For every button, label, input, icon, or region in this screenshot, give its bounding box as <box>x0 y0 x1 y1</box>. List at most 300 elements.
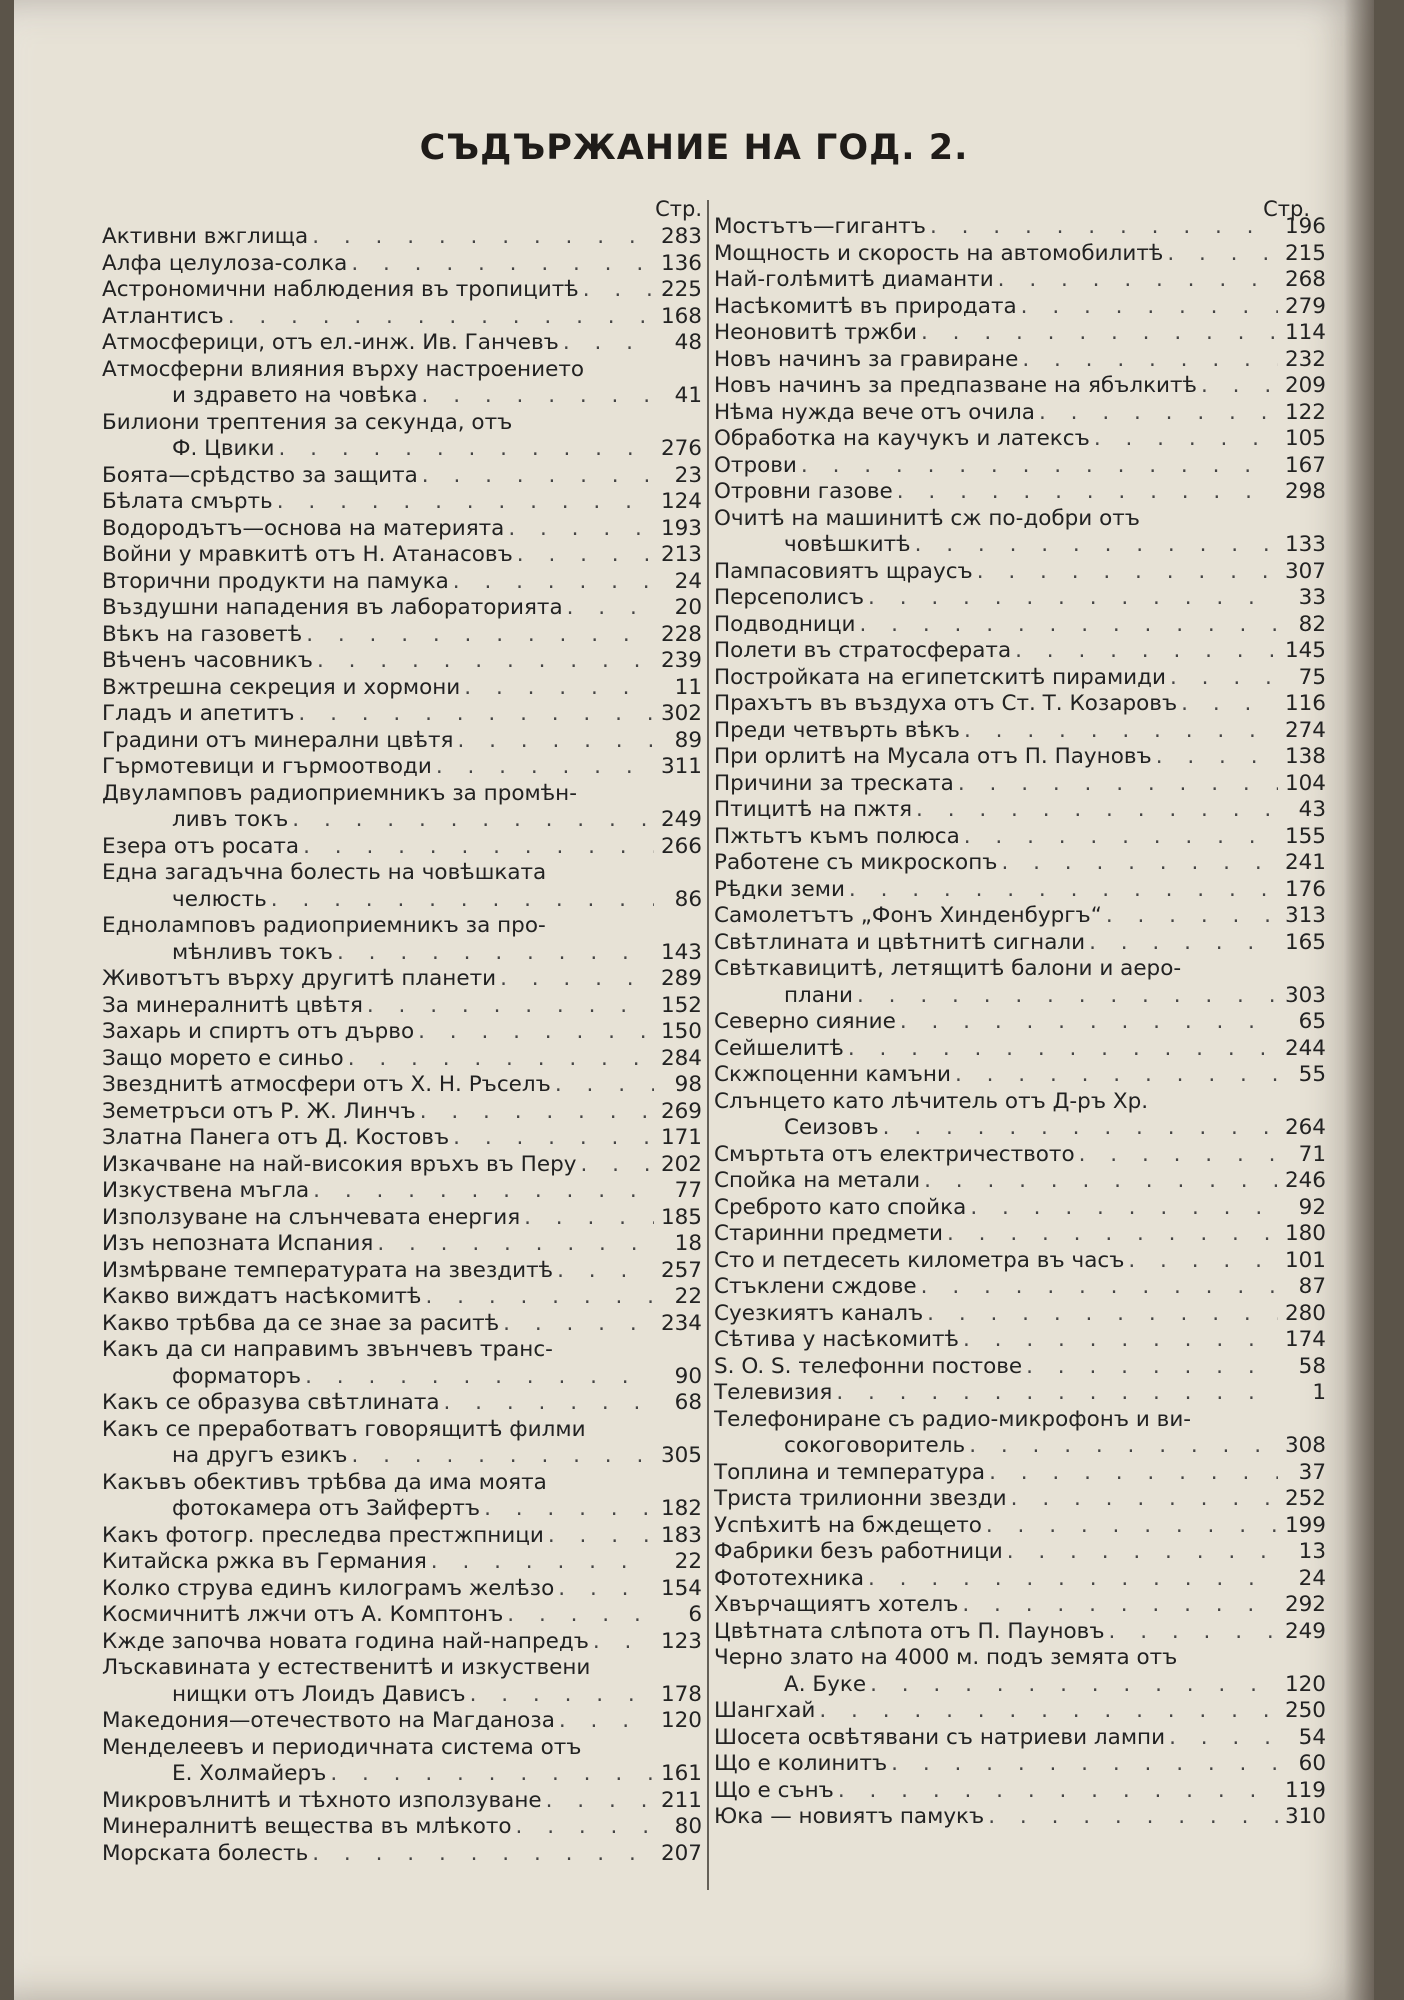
entry-title-continuation: плани <box>784 982 854 1008</box>
entry-title: Билиони трептения за секунда, отъ <box>102 409 513 435</box>
entry-title-continuation: Ф. Цвики <box>172 436 275 461</box>
toc-entry <box>714 1195 1334 1222</box>
entry-page-number: 22 <box>674 1284 702 1309</box>
entry-page-number: 168 <box>660 303 702 329</box>
leader-dots <box>947 1221 1278 1248</box>
entry-title: Какъ се образува свѣтлината <box>102 1390 440 1415</box>
leader-dots <box>1156 744 1278 771</box>
entry-title: Свѣтлината и цвѣтнитѣ сигнали <box>714 929 1086 955</box>
leader-dots <box>500 966 654 993</box>
entry-title: Какъ да си направимъ звънчевъ транс- <box>102 1337 553 1362</box>
entry-title: Прахътъ въ въздуха отъ Ст. Т. Козаровъ <box>714 691 1178 716</box>
toc-entry <box>102 622 702 649</box>
entry-title: Юка — новиятъ памукъ <box>714 1804 985 1829</box>
leader-dots <box>348 1046 654 1073</box>
entry-page-number: 215 <box>1284 240 1326 266</box>
entry-title-continuation: Сеизовъ <box>784 1115 879 1140</box>
entry-title: Среброто като спойка <box>714 1194 967 1220</box>
leader-dots <box>1022 347 1278 374</box>
toc-entry <box>714 1354 1334 1381</box>
leader-dots <box>955 1062 1278 1089</box>
entry-page-number: 98 <box>674 1072 702 1097</box>
entry-page-number: 48 <box>674 330 702 355</box>
entry-title: Най-голѣмитѣ диаманти <box>714 267 994 292</box>
entry-page-number: 13 <box>1298 1539 1326 1564</box>
entry-page-number: 174 <box>1284 1327 1326 1352</box>
toc-entry <box>102 463 702 490</box>
entry-page-number: 86 <box>674 886 702 912</box>
entry-title: Какво трѣбва да се знае за раситѣ <box>102 1310 500 1336</box>
toc-entry <box>102 993 702 1020</box>
entry-title: Що е сънъ <box>714 1777 834 1803</box>
leader-dots <box>838 1778 1278 1805</box>
entry-title: Рѣдки земи <box>714 876 845 902</box>
entry-title: Бѣлата смърть <box>102 489 273 514</box>
leader-dots <box>1007 1539 1278 1566</box>
leader-dots <box>924 1168 1278 1195</box>
toc-entry <box>714 930 1334 957</box>
leader-dots <box>312 224 654 251</box>
toc-entry <box>714 373 1334 400</box>
leader-dots <box>317 648 654 675</box>
entry-title: Новъ начинъ за предпазване на ябълкитѣ <box>714 373 1197 398</box>
toc-entry <box>714 506 1334 559</box>
entry-title: Полети въ стратосферата <box>714 638 1012 663</box>
entry-page-number: 87 <box>1298 1274 1326 1299</box>
entry-page-number: 120 <box>1284 1671 1326 1697</box>
entry-title: Какво виждатъ насѣкомитѣ <box>102 1284 422 1309</box>
toc-entry <box>714 1036 1334 1063</box>
entry-page-number: 71 <box>1298 1141 1326 1167</box>
leader-dots <box>517 542 654 569</box>
toc-entry <box>102 224 702 251</box>
entry-title-continuation: фотокамера отъ Зайфертъ <box>172 1496 481 1521</box>
entry-title: Фабрики безъ работници <box>714 1539 1003 1564</box>
leader-dots <box>988 1804 1278 1831</box>
entry-title: Измѣрване температурата на звездитѣ <box>102 1257 554 1283</box>
leader-dots <box>962 1592 1278 1619</box>
leader-dots <box>860 612 1278 639</box>
leader-dots <box>989 1460 1278 1487</box>
leader-dots <box>897 479 1278 506</box>
toc-entry <box>714 1062 1334 1089</box>
entry-page-number: 284 <box>660 1045 702 1071</box>
entry-title: Преди четвърть вѣкъ <box>714 717 961 743</box>
entry-title: Мощность и скорость на автомобилитѣ <box>714 240 1164 266</box>
toc-entry <box>714 1751 1334 1778</box>
entry-page-number: 138 <box>1284 744 1326 769</box>
toc-entry <box>102 489 702 516</box>
entry-page-number: 43 <box>1298 797 1326 822</box>
toc-entry <box>102 1602 702 1629</box>
entry-title: Вѣченъ часовникъ <box>102 648 313 673</box>
entry-page-number: 155 <box>1284 823 1326 849</box>
entry-title: Микровълнитѣ и тѣхното използуване <box>102 1787 542 1813</box>
entry-title: Захарь и спиртъ отъ дърво <box>102 1019 415 1044</box>
entry-title: Телевизия <box>714 1380 833 1405</box>
entry-page-number: 280 <box>1284 1300 1326 1326</box>
toc-entry <box>102 1549 702 1576</box>
leader-dots <box>1109 1619 1278 1646</box>
entry-page-number: 249 <box>660 807 702 832</box>
entry-title: Китайска ржка въ Германия <box>102 1549 427 1574</box>
leader-dots <box>1181 691 1278 718</box>
leader-dots <box>367 993 654 1020</box>
entry-title: Менделеевъ и периодичната система отъ <box>102 1734 582 1760</box>
entry-title: Вжтрешна секреция и хормони <box>102 674 461 700</box>
entry-page-number: 252 <box>1284 1486 1326 1511</box>
leader-dots <box>1128 1248 1278 1275</box>
leader-dots <box>305 1364 654 1391</box>
leader-dots <box>548 1523 654 1550</box>
entry-title: Сейшелитѣ <box>714 1035 844 1061</box>
toc-entry <box>102 1629 702 1656</box>
leader-dots <box>1201 373 1278 400</box>
toc-entry <box>102 1576 702 1603</box>
toc-entry <box>102 1019 702 1046</box>
toc-entry <box>714 1804 1334 1831</box>
entry-title: Атмосферици, отъ ел.-инж. Ив. Ганчевъ <box>102 330 559 355</box>
entry-title: Смъртьта отъ електричеството <box>714 1141 1075 1167</box>
entry-title: Насѣкомитѣ въ природата <box>714 293 1017 319</box>
toc-entry <box>714 718 1334 745</box>
leader-dots <box>436 754 654 781</box>
toc-entry <box>714 347 1334 374</box>
leader-dots <box>1001 850 1278 877</box>
entry-page-number: 24 <box>1298 1565 1326 1591</box>
toc-entry <box>714 1142 1334 1169</box>
entry-title: Сѣтива у насѣкомитѣ <box>714 1327 959 1352</box>
toc-entry <box>102 728 702 755</box>
entry-page-number: 92 <box>1298 1194 1326 1220</box>
entry-page-number: 225 <box>660 277 702 302</box>
toc-entry <box>714 956 1334 1009</box>
entry-title: Неоновитѣ тржби <box>714 320 917 345</box>
leader-dots <box>916 797 1278 824</box>
entry-page-number: 123 <box>660 1628 702 1654</box>
toc-entry <box>102 251 702 278</box>
entry-page-number: 239 <box>660 648 702 673</box>
toc-entry <box>102 1708 702 1735</box>
entry-title: Минералнитѣ вещества въ млѣкото <box>102 1814 512 1839</box>
toc-entry <box>102 966 702 993</box>
toc-entry <box>102 595 702 622</box>
entry-page-number: 199 <box>1284 1512 1326 1538</box>
leader-dots <box>567 595 654 622</box>
entry-title: Подводници <box>714 611 856 637</box>
entry-title: Топлина и температура <box>714 1459 986 1485</box>
leader-dots <box>870 1672 1278 1699</box>
toc-entry <box>102 1311 702 1338</box>
entry-page-number: 246 <box>1284 1168 1326 1193</box>
entry-title: Самолетътъ „Фонъ Хинденбургъ“ <box>714 903 1102 928</box>
entry-title: Шосета освѣтявани съ натриеви лампи <box>714 1724 1166 1750</box>
leader-dots <box>337 940 654 967</box>
toc-entry <box>714 877 1334 904</box>
toc-entry <box>714 1619 1334 1646</box>
leader-dots <box>426 1284 655 1311</box>
toc-entry <box>714 824 1334 851</box>
leader-dots <box>970 1195 1278 1222</box>
page-column-header-right: Стр. <box>1263 197 1310 221</box>
entry-title: Птицитѣ на пжтя <box>714 797 913 822</box>
entry-title: Обработка на каучукъ и латексъ <box>714 426 1090 451</box>
entry-page-number: 207 <box>660 1840 702 1866</box>
toc-entry <box>102 1125 702 1152</box>
leader-dots <box>1094 426 1278 453</box>
left-column <box>102 194 702 1867</box>
toc-entry <box>102 1841 702 1868</box>
leader-dots <box>977 559 1278 586</box>
toc-entry <box>102 569 702 596</box>
leader-dots <box>422 463 654 490</box>
entry-page-number: 58 <box>1298 1353 1326 1379</box>
leader-dots <box>583 277 654 304</box>
toc-entry <box>102 1788 702 1815</box>
entry-title: Гладъ и апетитъ <box>102 701 295 726</box>
leader-dots <box>464 675 654 702</box>
toc-entry <box>102 1655 702 1708</box>
entry-title: Работене съ микроскопъ <box>714 850 998 875</box>
entry-title: Що е колинитъ <box>714 1751 888 1776</box>
toc-entry <box>714 1248 1334 1275</box>
entry-page-number: 171 <box>660 1125 702 1150</box>
entry-title: Причини за треската <box>714 770 954 796</box>
leader-dots <box>836 1380 1278 1407</box>
leader-dots <box>857 983 1278 1010</box>
entry-title: Успѣхитѣ на бждещето <box>714 1512 982 1538</box>
toc-entry <box>714 691 1334 718</box>
toc-entry <box>714 426 1334 453</box>
entry-page-number: 104 <box>1284 770 1326 796</box>
leader-dots <box>868 1566 1278 1593</box>
entry-title: Животътъ върху другитѣ планети <box>102 966 497 991</box>
entry-title: Мостътъ—гигантъ <box>714 214 926 239</box>
toc-entry <box>714 1698 1334 1725</box>
toc-entry <box>714 850 1334 877</box>
entry-page-number: 269 <box>660 1098 702 1124</box>
leader-dots <box>546 1788 654 1815</box>
toc-entry <box>102 1231 702 1258</box>
entry-title: Свѣткавицитѣ, летящитѣ балони и аеро- <box>714 956 1182 981</box>
leader-dots <box>559 1708 654 1735</box>
entry-page-number: 310 <box>1284 1804 1326 1829</box>
entry-page-number: 18 <box>674 1231 702 1256</box>
leader-dots <box>1089 930 1278 957</box>
entry-title: Фототехника <box>714 1565 865 1591</box>
leader-dots <box>516 1814 654 1841</box>
leader-dots <box>969 1433 1278 1460</box>
entry-title: Гърмотевици и гърмоотводи <box>102 754 432 779</box>
entry-title: Македония—отечеството на Магданоза <box>102 1708 555 1733</box>
entry-page-number: 213 <box>660 542 702 567</box>
entry-page-number: 266 <box>660 833 702 859</box>
entry-title: Изкачване на най-високия връхъ въ Перу <box>102 1151 577 1177</box>
entry-title: Северно сияние <box>714 1009 896 1034</box>
column-divider <box>707 200 709 1890</box>
entry-page-number: 193 <box>660 515 702 541</box>
entry-title: Войни у мравкитѣ отъ Н. Атанасовъ <box>102 542 513 567</box>
page-title: СЪДЪРЖАНИЕ НА ГОД. 2. <box>419 128 969 168</box>
entry-page-number: 152 <box>660 992 702 1018</box>
toc-entry <box>714 453 1334 480</box>
leader-dots <box>503 1311 654 1338</box>
toc-entry <box>714 1301 1334 1328</box>
toc-entry <box>102 1099 702 1126</box>
leader-dots <box>1079 1142 1278 1169</box>
toc-entry <box>714 1407 1334 1460</box>
leader-dots <box>819 1698 1278 1725</box>
entry-page-number: 311 <box>660 754 702 779</box>
leader-dots <box>312 1841 654 1868</box>
leader-dots <box>1167 241 1278 268</box>
toc-entry <box>102 1735 702 1788</box>
entry-page-number: 136 <box>660 250 702 276</box>
leader-dots <box>558 1576 654 1603</box>
entry-title: Нѣма нужда вече отъ очила <box>714 399 1035 425</box>
toc-entry <box>102 1046 702 1073</box>
leader-dots <box>292 807 654 834</box>
leader-dots <box>891 1751 1278 1778</box>
leader-dots <box>849 877 1278 904</box>
leader-dots <box>915 532 1278 559</box>
toc-entry <box>714 1168 1334 1195</box>
entry-page-number: 68 <box>674 1390 702 1415</box>
entry-page-number: 298 <box>1284 479 1326 504</box>
leader-dots <box>507 1602 654 1629</box>
page-edge-shadow <box>1344 0 1374 2000</box>
leader-dots <box>298 701 654 728</box>
toc-entry <box>714 1566 1334 1593</box>
leader-dots <box>1106 903 1278 930</box>
entry-title: Градини отъ минерални цвѣтя <box>102 727 454 753</box>
entry-title: Шангхай <box>714 1698 816 1723</box>
toc-entry <box>714 1539 1334 1566</box>
entry-title: Очитѣ на машинитѣ сж по-добри отъ <box>714 505 1140 531</box>
toc-entry <box>714 214 1334 241</box>
toc-entry <box>714 267 1334 294</box>
entry-page-number: 250 <box>1284 1698 1326 1723</box>
toc-entry <box>714 1089 1334 1142</box>
entry-title: Пжтьтъ къмъ полюса <box>714 823 960 849</box>
entry-page-number: 167 <box>1284 452 1326 478</box>
entry-page-number: 60 <box>1298 1751 1326 1776</box>
entry-title: Телефониране съ радио-микрофонъ и ви- <box>714 1406 1192 1432</box>
entry-title: Водородътъ—основа на материята <box>102 515 505 541</box>
leader-dots <box>1039 400 1278 427</box>
entry-page-number: 274 <box>1284 717 1326 743</box>
leader-dots <box>444 1390 654 1417</box>
entry-page-number: 211 <box>660 1787 702 1813</box>
entry-page-number: 180 <box>1284 1221 1326 1246</box>
toc-entry <box>102 277 702 304</box>
entry-page-number: 80 <box>674 1814 702 1839</box>
entry-title: Отрови <box>714 452 797 478</box>
entry-title: Активни вжглища <box>102 224 309 249</box>
entry-title: Кжде започва новата година най-напредъ <box>102 1628 589 1654</box>
entry-title: Слънцето като лѣчитель отъ Д-ръ Хр. <box>714 1088 1149 1114</box>
toc-entry <box>102 913 702 966</box>
toc-entry <box>714 1725 1334 1752</box>
leader-dots <box>418 1019 654 1046</box>
toc-entry <box>714 638 1334 665</box>
entry-title: Вѣкъ на газоветѣ <box>102 621 303 647</box>
toc-entry <box>102 1390 702 1417</box>
entry-page-number: 302 <box>660 701 702 726</box>
toc-entry <box>102 516 702 543</box>
entry-page-number: 143 <box>660 939 702 965</box>
entry-page-number: 185 <box>660 1204 702 1230</box>
entry-title: При орлитѣ на Мусала отъ П. Пауновъ <box>714 744 1152 769</box>
entry-page-number: 178 <box>660 1681 702 1707</box>
leader-dots <box>557 1258 654 1285</box>
page-column-header: Стр. <box>655 197 702 221</box>
entry-title-continuation: А. Буке <box>784 1671 867 1697</box>
entry-title-continuation: ливъ токъ <box>172 807 289 832</box>
toc-entry <box>714 1274 1334 1301</box>
entry-page-number: 150 <box>660 1019 702 1044</box>
entry-page-number: 182 <box>660 1496 702 1521</box>
leader-dots <box>453 569 654 596</box>
leader-dots <box>330 1761 654 1788</box>
entry-title-continuation: форматоръ <box>172 1363 302 1389</box>
entry-page-number: 114 <box>1284 320 1326 345</box>
toc-entry <box>714 1009 1334 1036</box>
toc-entry <box>102 860 702 913</box>
entry-title: Атлантисъ <box>102 303 224 329</box>
entry-title: Морската болесть <box>102 1840 309 1866</box>
toc-entry <box>102 1417 702 1470</box>
leader-dots <box>470 1682 654 1709</box>
entry-page-number: 54 <box>1298 1724 1326 1750</box>
toc-entry <box>102 1470 702 1523</box>
entry-page-number: 37 <box>1298 1459 1326 1485</box>
toc-entry <box>102 1337 702 1390</box>
entry-title: S. O. S. телефонни постове <box>714 1353 1023 1379</box>
entry-page-number: 101 <box>1284 1247 1326 1273</box>
leader-dots <box>277 489 654 516</box>
entry-page-number: 264 <box>1284 1115 1326 1140</box>
entry-title-continuation: мѣнливъ токъ <box>172 939 333 965</box>
toc-entry <box>714 1460 1334 1487</box>
leader-dots <box>431 1549 654 1576</box>
entry-page-number: 228 <box>660 621 702 647</box>
entry-page-number: 176 <box>1284 876 1326 902</box>
entry-title: Защо морето е синьо <box>102 1045 344 1071</box>
entry-title: Боята—срѣдство за защита <box>102 462 418 488</box>
entry-page-number: 23 <box>674 462 702 488</box>
leader-dots <box>964 718 1278 745</box>
entry-title-continuation: челюсть <box>172 886 267 912</box>
entry-title-continuation: нищки отъ Лоидъ Дависъ <box>172 1681 466 1707</box>
entry-title: Постройката на египетскитѣ пирамиди <box>714 664 1166 690</box>
entry-page-number: 165 <box>1284 929 1326 955</box>
leader-dots <box>351 251 654 278</box>
entry-page-number: 90 <box>674 1363 702 1389</box>
leader-dots <box>1170 665 1278 692</box>
leader-dots <box>563 330 654 357</box>
toc-entry <box>102 754 702 781</box>
toc-entry <box>714 294 1334 321</box>
leader-dots <box>921 320 1278 347</box>
leader-dots <box>420 1099 654 1126</box>
entry-page-number: 105 <box>1284 426 1326 451</box>
toc-entry <box>102 357 702 410</box>
leader-dots <box>1026 1354 1278 1381</box>
toc-entry <box>102 1072 702 1099</box>
entry-title: Скжпоценни камъни <box>714 1062 951 1087</box>
entry-page-number: 161 <box>660 1761 702 1786</box>
